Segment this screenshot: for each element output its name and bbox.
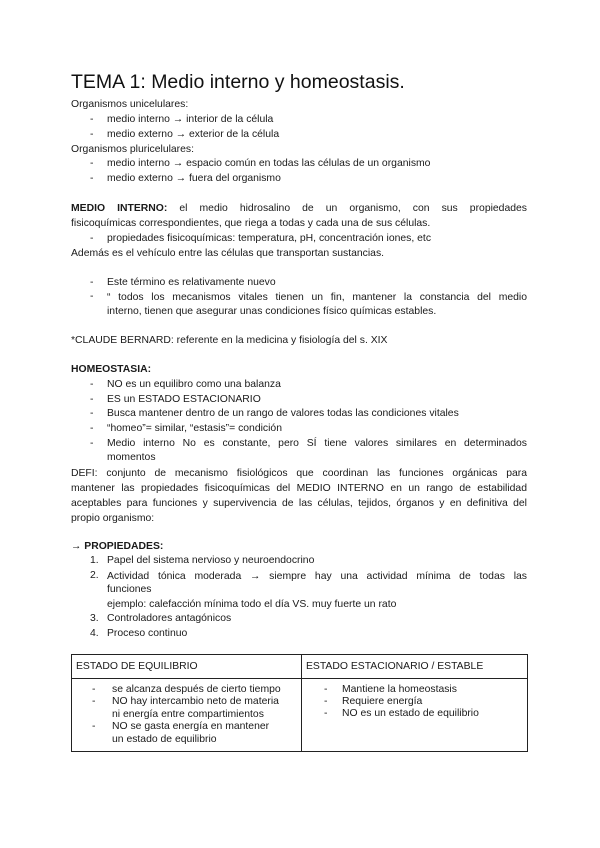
list-item: Este término es relativamente nuevo [107, 277, 276, 288]
definition-text: el medio hidrosalino de un organismo, con sus propiedades [179, 203, 527, 214]
pluricelulares-label: Organismos pluricelulares: [71, 144, 195, 155]
list-item-continuation: momentos [107, 452, 156, 463]
list-item-continuation: funciones [107, 584, 152, 595]
list-number: 2. [90, 570, 99, 581]
defi-paragraph: DEFI: conjunto de mecanismo fisiológicos que coordinan las funciones orgánicas para [71, 468, 527, 479]
paragraph: Además es el vehículo entre las células que transportan sustancias. [71, 248, 385, 259]
dash-bullet: - [324, 708, 328, 719]
list-item: Controladores antagónicos [107, 613, 232, 624]
table-header-row [72, 655, 528, 679]
table-header-estacionario: ESTADO ESTACIONARIO / ESTABLE [302, 655, 528, 679]
unicelulares-label: Organismos unicelulares: [71, 99, 189, 110]
medio-interno-term: MEDIO INTERNO: [71, 203, 168, 214]
cell-list-item: NO es un estado de equilibrio [342, 708, 479, 719]
list-number: 1. [90, 555, 99, 566]
defi-paragraph: aceptables para funciones y supervivencia de las células, tejidos, órganos y en definitiva del [71, 498, 527, 509]
list-item: ES un ESTADO ESTACIONARIO [107, 394, 261, 405]
cell-list-item-text: ni energía entre compartimientos [112, 708, 264, 720]
defi-paragraph: mantener las propiedades fisicoquímicas del MEDIO INTERNO en un rango de estabilidad [71, 483, 527, 494]
table-cell-estacionario [302, 679, 528, 752]
cell-list-item-text: NO se gasta energía en mantener [112, 721, 270, 732]
table-row [72, 679, 528, 752]
list-item-continuation: interno, tienen que asegurar unas condiciones físico químicas estables. [107, 306, 437, 317]
example-line: ejemplo: calefacción mínima todo el día VS. muy fuerte un rato [107, 599, 397, 610]
dash-bullet: - [90, 394, 94, 405]
comparison-table [71, 654, 528, 752]
page-title: TEMA 1: Medio interno y homeostasis. [71, 71, 405, 93]
list-item: medio externo → exterior de la célula [107, 129, 280, 140]
cell-list-item [112, 721, 269, 746]
dash-bullet: - [90, 408, 94, 419]
dash-bullet: - [90, 114, 94, 125]
dash-bullet: - [324, 696, 328, 707]
dash-bullet: - [90, 291, 94, 302]
defi-paragraph: propio organismo: [71, 513, 155, 524]
list-item: Actividad tónica moderada → siempre hay una actividad mínima de todas las [107, 571, 527, 582]
cell-list-item-text: se alcanza después de cierto tiempo [112, 684, 281, 695]
homeostasia-heading: HOMEOSTASIA: [71, 364, 152, 375]
list-number: 3. [90, 613, 99, 624]
list-item: NO es un equilibro como una balanza [107, 379, 281, 390]
list-item: medio interno → interior de la célula [107, 114, 274, 125]
list-item: “ todos los mecanismos vitales tienen un fin, mantener la constancia del medio [107, 292, 527, 303]
medio-interno-definition [71, 201, 527, 216]
dash-bullet: - [90, 277, 94, 288]
dash-bullet: - [90, 233, 94, 244]
dash-bullet: - [90, 438, 94, 449]
list-item: Proceso continuo [107, 628, 188, 639]
dash-bullet: - [324, 684, 328, 695]
dash-bullet: - [92, 684, 96, 695]
dash-bullet: - [90, 423, 94, 434]
cell-list-item: Mantiene la homeostasis [342, 684, 457, 695]
list-item: “homeo”= similar, “estasis”= condición [107, 423, 282, 434]
propiedades-heading: → PROPIEDADES: [71, 541, 164, 552]
cell-list-item: Requiere energía [342, 696, 423, 707]
dash-bullet: - [90, 129, 94, 140]
table-header-equilibrio: ESTADO DE EQUILIBRIO [72, 655, 302, 679]
dash-bullet: - [90, 173, 94, 184]
list-item: Papel del sistema nervioso y neuroendocrino [107, 555, 315, 566]
list-item: propiedades fisicoquímicas: temperatura, pH, concentración iones, etc [107, 233, 432, 244]
cell-list-item-text: un estado de equilibrio [112, 733, 217, 745]
list-item: medio externo → fuera del organismo [107, 173, 281, 184]
dash-bullet: - [92, 696, 96, 707]
bernard-note: *CLAUDE BERNARD: referente en la medicina y fisiología del s. XIX [71, 335, 388, 346]
cell-list-item [112, 696, 279, 721]
dash-bullet: - [90, 379, 94, 390]
dash-bullet: - [92, 721, 96, 732]
list-item: medio interno → espacio común en todas las células de un organismo [107, 158, 431, 169]
cell-list-item-text: NO hay intercambio neto de materia [112, 696, 279, 707]
cell-list-item [112, 684, 281, 697]
definition-text: fisicoquímicas correspondientes, que riega a todas y cada una de sus células. [71, 218, 431, 229]
list-number: 4. [90, 628, 99, 639]
list-item: Busca mantener dentro de un rango de valores todas las condiciones vitales [107, 408, 459, 419]
dash-bullet: - [90, 158, 94, 169]
table-cell-equilibrio [72, 679, 302, 752]
list-item: Medio interno No es constante, pero SÍ tiene valores similares en determinados [107, 438, 527, 449]
